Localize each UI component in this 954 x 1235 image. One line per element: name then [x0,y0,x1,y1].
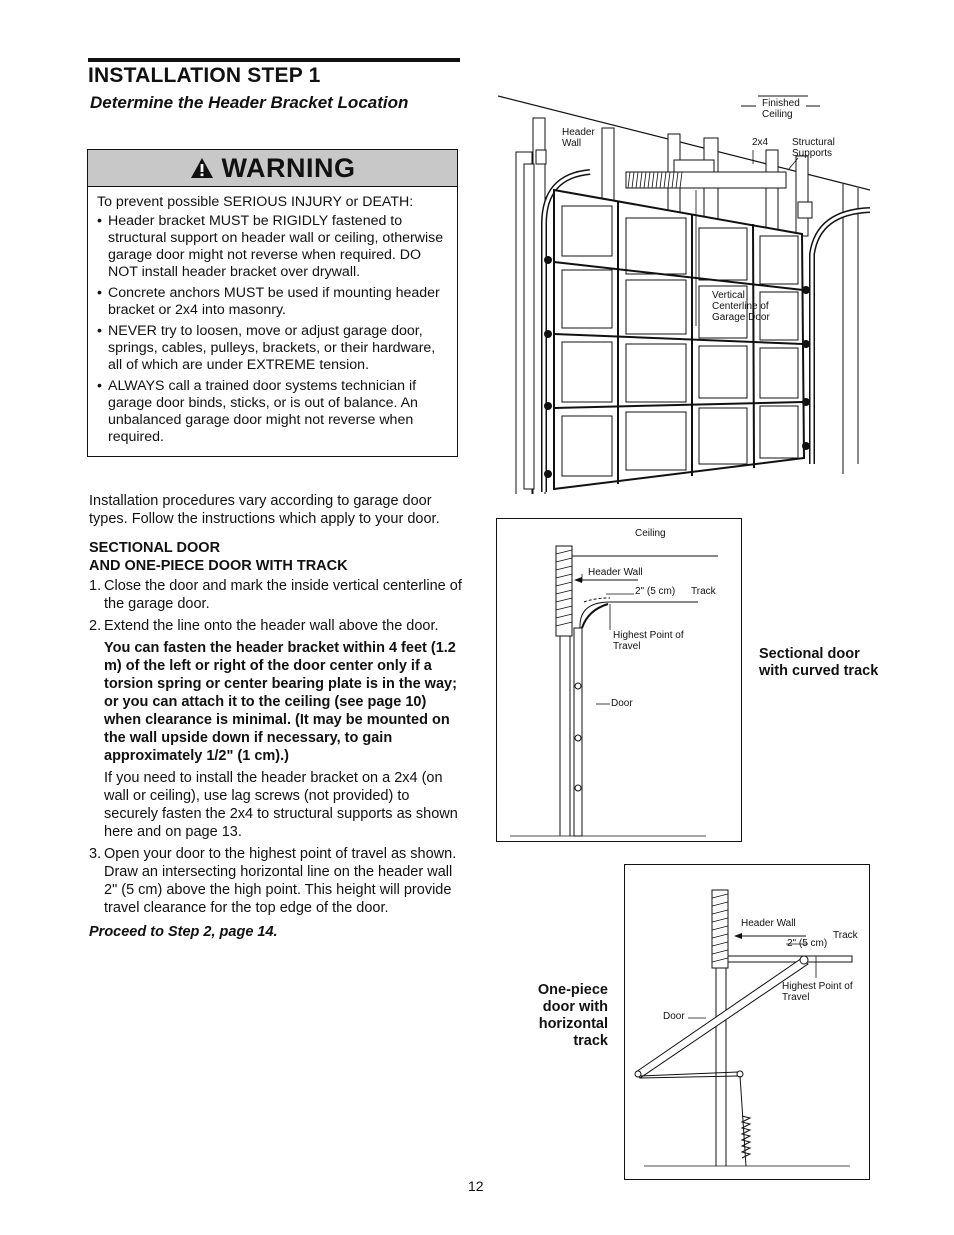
warning-bullet: • ALWAYS call a trained door systems technician if garage door binds, sticks, or is out of balance. An unbalanced garage door might not reverse when required. [97,378,447,446]
step-number: 3. [89,846,102,862]
warning-intro: To prevent possible SERIOUS INJURY or DEATH: [97,194,414,210]
step-item [89,617,464,841]
onepiece-label-track: Track [833,930,858,941]
label-finished-ceiling: Finished Ceiling [762,98,800,120]
warning-box [87,149,458,457]
label-structural-supports: Structural Supports [792,137,835,159]
steps-list [89,577,464,917]
intro-paragraph: Installation procedures vary according to garage door types. Follow the instructions which apply to your door. [89,493,440,527]
label-2x4: 2x4 [752,137,769,148]
onepiece-label-door: Door [663,1011,685,1022]
label-header-wall: Header Wall [562,127,595,149]
curved-label-header-wall: Header Wall [588,567,643,578]
onepiece-label-header-wall: Header Wall [741,918,796,929]
warning-bullet: • Concrete anchors MUST be used if mounting header bracket or 2x4 into masonry. [97,285,447,319]
step-extra-text: If you need to install the header bracket on a 2x4 (on wall or ceiling), use lag screws (not provided) to securely fasten the 2x4 to structural supports as shown here and on page 13. [104,770,458,840]
one-piece-diagram [626,866,868,1178]
step-text: Open your door to the highest point of travel as shown. Draw an intersecting horizontal line on the header wall 2" (5 cm) above the high point. This height will provide travel clearance for the top edge of the door. [104,846,457,916]
page-subtitle: Determine the Header Bracket Location [90,93,409,112]
page-number: 12 [468,1178,484,1194]
step-text: Close the door and mark the inside vertical centerline of the garage door. [104,578,462,612]
warning-body [88,187,457,446]
section-heading-line-2: AND ONE-PIECE DOOR WITH TRACK [89,558,348,574]
page-title: INSTALLATION STEP 1 [88,64,321,87]
label-vertical-centerline: Vertical Centerline of Garage Door [712,290,770,323]
onepiece-label-clearance: 2" (5 cm) [787,938,828,949]
warning-bullet: • Header bracket MUST be RIGIDLY fastened to structural support on header wall or ceiling, otherwise garage door might not reverse when required. DO NOT install header bracket over drywall. [97,213,447,281]
curved-label-door: Door [611,698,633,709]
curved-label-track: Track [691,586,716,597]
title-rule [88,58,460,62]
step-text: Extend the line onto the header wall above the door. [104,618,439,634]
warning-header [88,150,457,187]
onepiece-label-highest-point: Highest Point of Travel [782,981,853,1003]
warning-bullet: • NEVER try to loosen, move or adjust garage door, springs, cables, pulleys, brackets, or their hardware, all of which are under EXTREME tension. [97,323,447,374]
instructions [89,492,464,941]
step-number: 1. [89,578,102,594]
step-item [89,845,464,917]
proceed-note: Proceed to Step 2, page 14. [89,924,278,940]
warning-heading: WARNING [221,152,356,183]
step-bold-note: You can fasten the header bracket within 4 feet (1.2 m) of the left or right of the door center only if a torsion spring or center bearing plate is in the way; or you can attach it to the ceiling (see page 10) when clearance is minimal. (It may be mounted on the wall upside down if necessary, to gain approximately 1/2" (1 cm).) [104,640,457,764]
curved-label-ceiling: Ceiling [635,528,666,539]
warning-triangle-icon [190,157,214,179]
curved-label-highest-point: Highest Point of Travel [613,630,684,652]
step-number: 2. [89,618,102,634]
curved-track-caption: Sectional door with curved track [759,646,879,679]
warning-list [97,213,447,446]
section-heading-line-1: SECTIONAL DOOR [89,540,221,556]
step-item [89,577,464,613]
curved-label-clearance: 2" (5 cm) [635,586,676,597]
one-piece-caption: One-piece door with horizontal track [537,982,608,1049]
